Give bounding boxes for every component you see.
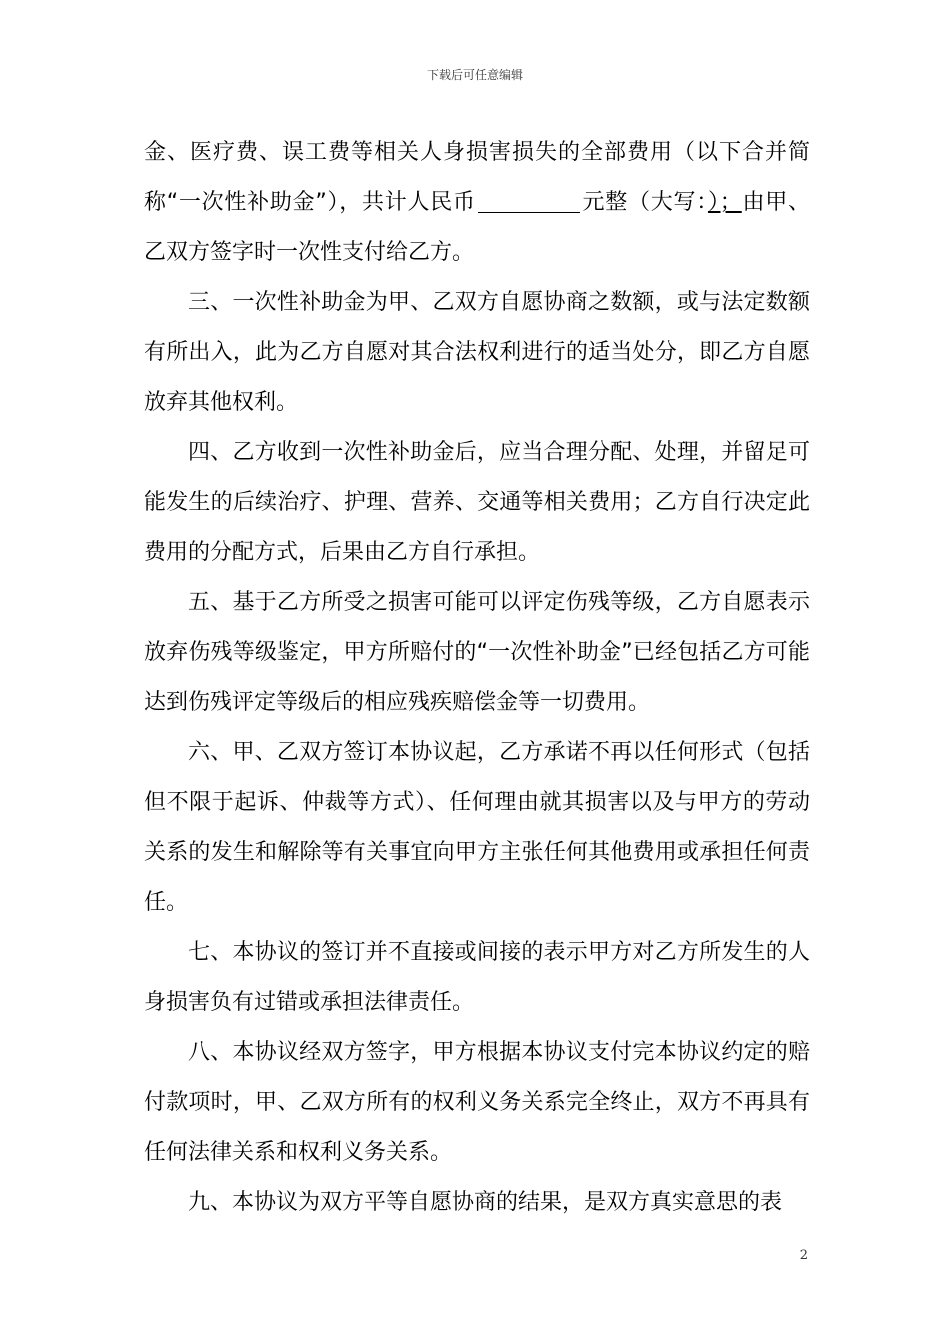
clause-3: 三、一次性补助金为甲、乙双方自愿协商之数额，或与法定数额有所出入，此为乙方自愿对其合法权利进行的适当处分，即乙方自愿放弃其他权利。 [144,290,810,415]
clause-4: 四、乙方收到一次性补助金后，应当合理分配、处理，并留足可能发生的后续治疗、护理、营养、交通等相关费用；乙方自行决定此费用的分配方式，后果由乙方自行承担。 [144,440,810,565]
clause-7: 七、本协议的签订并不直接或间接的表示甲方对乙方所发生的人身损害负有过错或承担法律责任。 [144,940,810,1015]
clause-5: 五、基于乙方所受之损害可能可以评定伤残等级，乙方自愿表示放弃伤残等级鉴定，甲方所赔付的“一次性补助金”已经包括乙方可能达到伤残评定等级后的相应残疾赔偿金等一切费用。 [144,590,810,715]
clause-8: 八、本协议经双方签字，甲方根据本协议支付完本协议约定的赔付款项时，甲、乙双方所有的权利义务关系完全终止，双方不再具有任何法律关系和权利义务关系。 [144,1040,810,1165]
paragraph-text: 由甲、乙双方签字时一次性支付给乙方。 [144,190,810,265]
clause-6: 六、甲、乙双方签订本协议起，乙方承诺不再以任何形式（包括但不限于起诉、仲裁等方式）、任何理由就其损害以及与甲方的劳动关系的发生和解除等有关事宜向甲方主张任何其他费用或承担任何责任。 [144,740,810,915]
clause-9: 九、本协议为双方平等自愿协商的结果，是双方真实意思的表 [188,1190,783,1215]
paragraph-text: 金、医疗费、误工费等相关人身损害损失的全部费用（以下合并简称“一次性补助金”），共计人民币 [144,140,810,215]
document-body [144,128,810,1228]
amount-blank [478,190,580,213]
header-note: 下载后可任意编辑 [426,68,523,82]
paragraph-text: 元整（大写： [581,190,708,215]
page-number: 2 [799,1248,808,1263]
amount-words-blank: ）； [707,190,742,215]
paragraph-compensation-amount [144,128,810,278]
